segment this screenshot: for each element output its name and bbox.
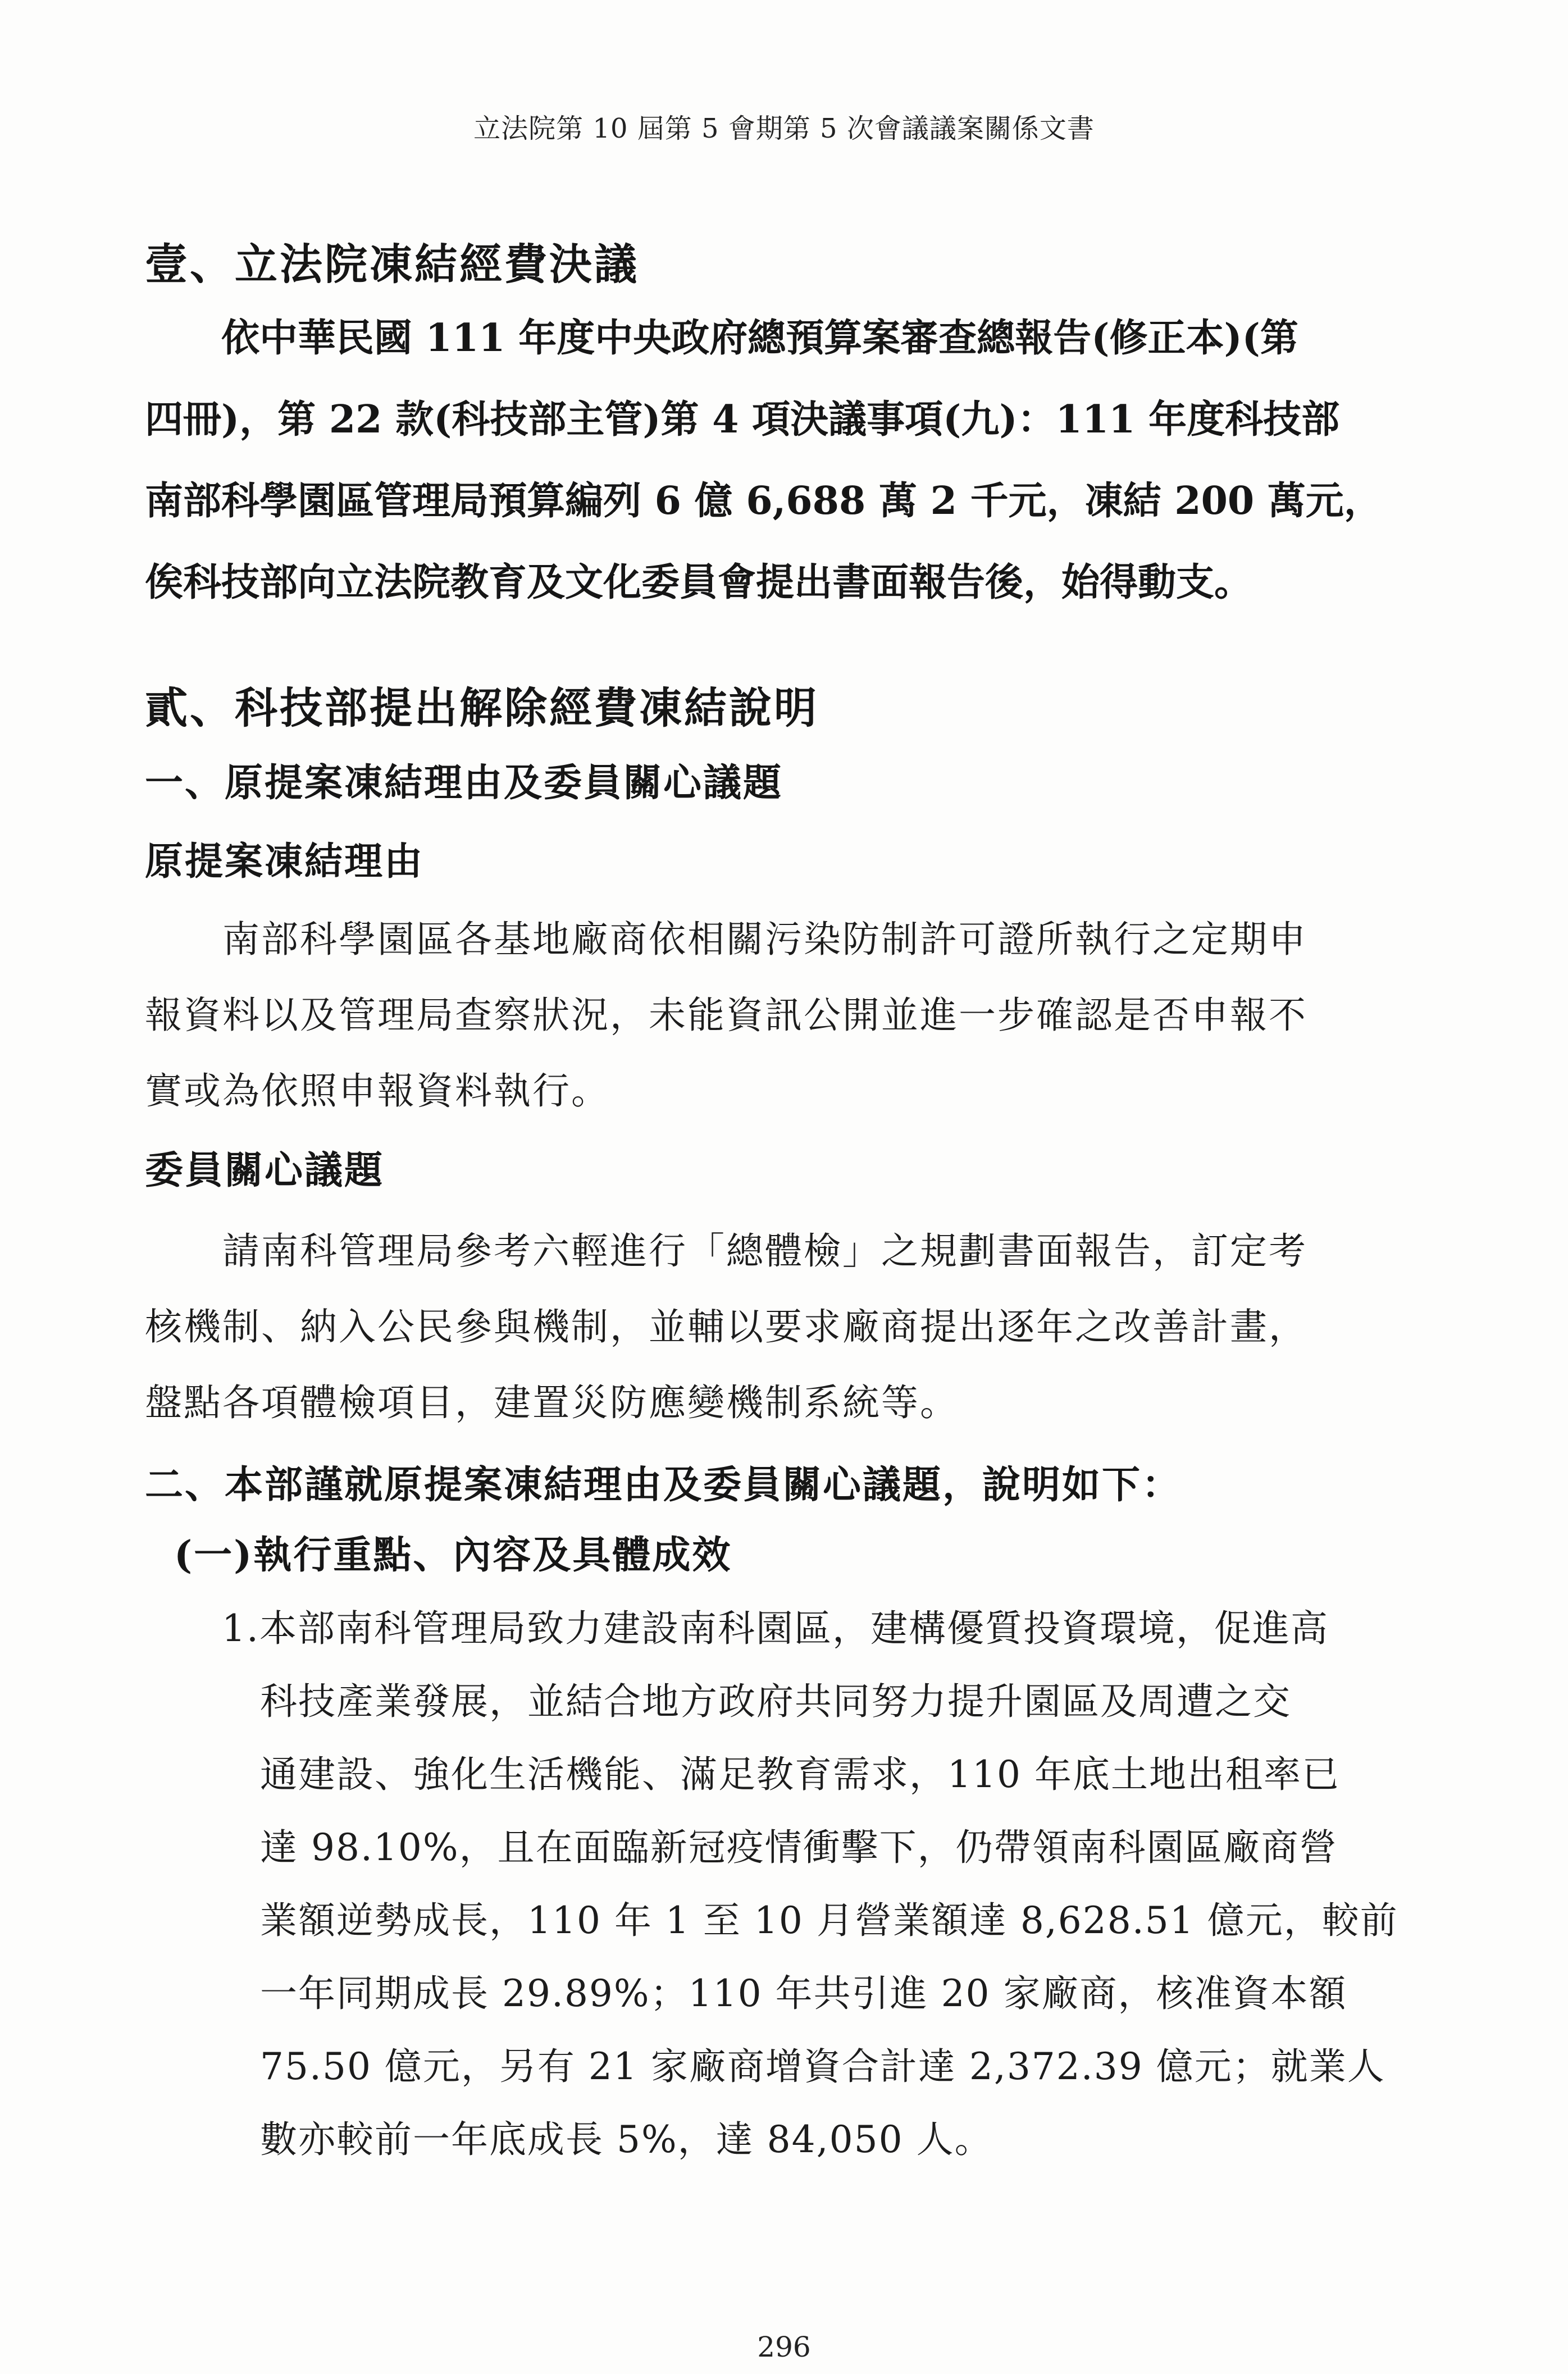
paragraph-line: 實或為依照申報資料執行。: [145, 1069, 610, 1113]
paragraph-line: 請南科管理局參考六輕進行「總體檢」之規劃書面報告，訂定考: [145, 1229, 1307, 1273]
paragraph-line: 盤點各項體檢項目，建置災防應變機制系統等。: [145, 1381, 959, 1424]
list-line: 一年同期成長 29.89%；110 年共引進 20 家廠商，核准資本額: [222, 1972, 1347, 2015]
paragraph-line: 俟科技部向立法院教育及文化委員會提出書面報告後，始得動支。: [145, 560, 1253, 605]
concern-paragraph: [145, 1213, 1425, 1441]
paragraph-line: 報資料以及管理局查察狀況，未能資訊公開並進一步確認是否申報不: [145, 994, 1307, 1037]
reason-heading: 原提案凍結理由: [145, 839, 425, 884]
page-number: 296: [757, 2331, 811, 2363]
list-line: 75.50 億元，另有 21 家廠商增資合計達 2,372.39 億元；就業人: [222, 2045, 1385, 2088]
concern-heading: 委員關心議題: [145, 1148, 385, 1193]
list-line: 數亦較前一年底成長 5%，達 84,050 人。: [222, 2118, 993, 2161]
list-line: 業額逆勢成長，110 年 1 至 10 月營業額達 8,628.51 億元，較前: [222, 1899, 1398, 1942]
reason-paragraph: [145, 901, 1425, 1129]
section-1-paragraph: [145, 298, 1425, 623]
paragraph-line: 南部科學園區管理局預算編列 6 億 6,688 萬 2 千元，凍結 200 萬元，: [145, 479, 1382, 523]
paragraph-line: 依中華民國 111 年度中央政府總預算案審查總報告(修正本)(第: [145, 316, 1298, 361]
paragraph-line: 四冊)，第 22 款(科技部主管)第 4 項決議事項(九)：111 年度科技部: [145, 397, 1340, 442]
running-header: 立法院第 10 屆第 5 會期第 5 次會議議案關係文書: [473, 113, 1095, 144]
list-line: 1.本部南科管理局致力建設南科園區，建構優質投資環境，促進高: [222, 1607, 1329, 1650]
paragraph-line: 南部科學園區各基地廠商依相關污染防制許可證所執行之定期申: [145, 918, 1307, 961]
list-line: 通建設、強化生活機能、滿足教育需求，110 年底土地出租率已: [222, 1753, 1340, 1796]
list-item-1: [222, 1592, 1429, 2176]
list-line: 達 98.10%，且在面臨新冠疫情衝擊下，仍帶領南科園區廠商營: [222, 1826, 1338, 1869]
list-line: 科技產業發展，並結合地方政府共同努力提升園區及周遭之交: [222, 1680, 1291, 1723]
paragraph-line: 核機制、納入公民參與機制，並輔以要求廠商提出逐年之改善計畫，: [145, 1305, 1307, 1348]
part-2-heading: 二、本部謹就原提案凍結理由及委員關心議題，說明如下：: [145, 1462, 1182, 1507]
section-1-title: 壹、立法院凍結經費決議: [145, 239, 639, 289]
part-1-heading: 一、原提案凍結理由及委員關心議題: [145, 760, 783, 805]
section-2-title: 貳、科技部提出解除經費凍結說明: [145, 683, 819, 733]
sub-heading-1: (一)執行重點、內容及具體成效: [174, 1533, 732, 1578]
